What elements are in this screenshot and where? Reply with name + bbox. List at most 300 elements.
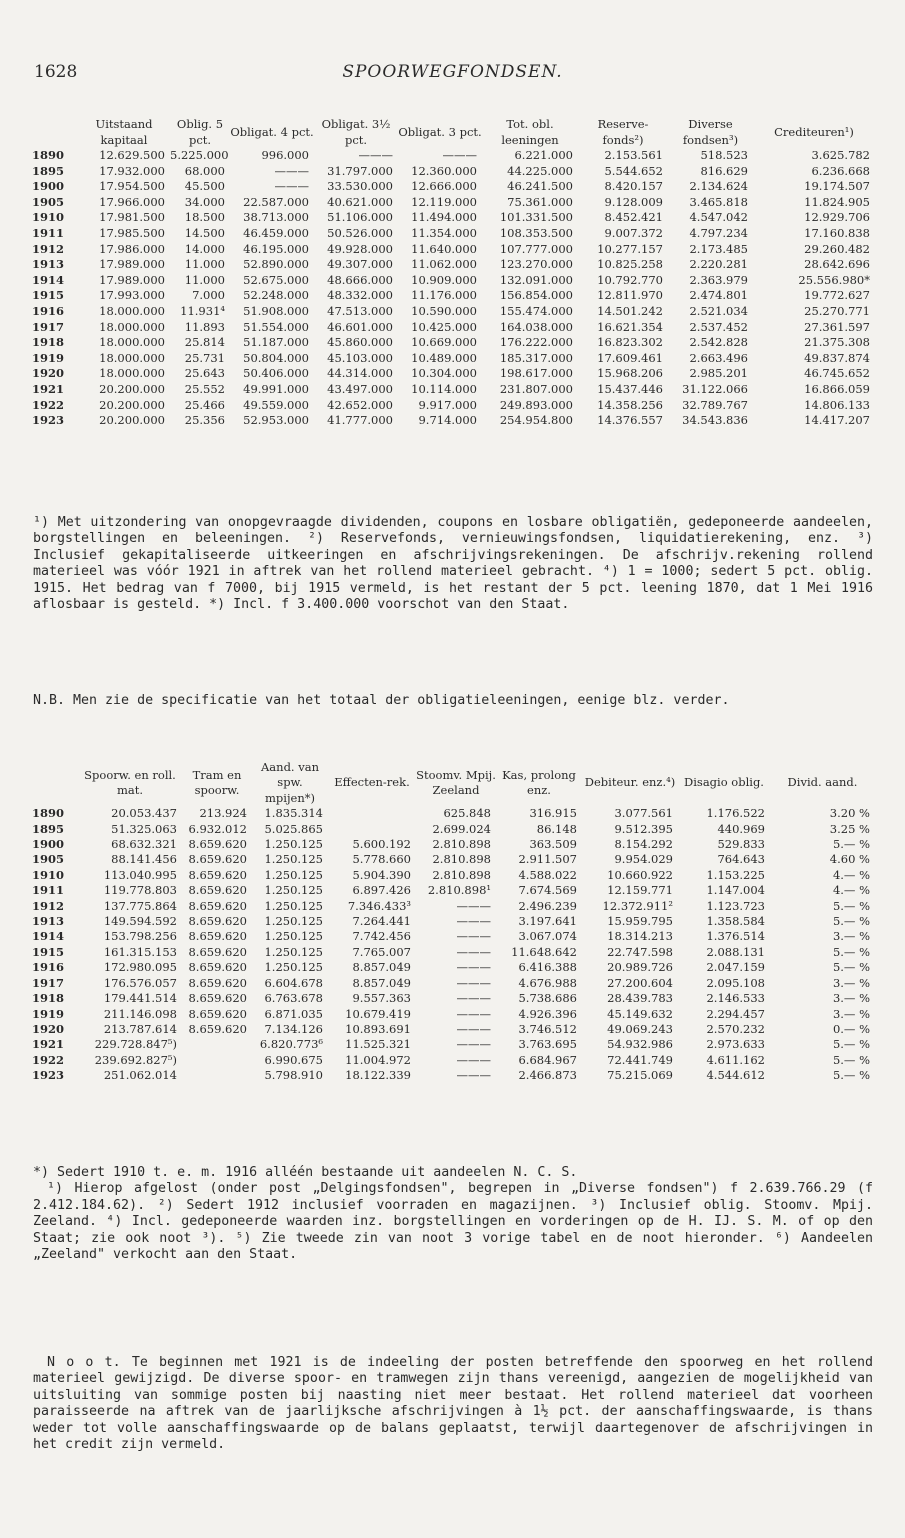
value-cell: ——— <box>358 148 393 162</box>
value-cell: 7.264.441 <box>352 914 411 929</box>
value-cell: 249.893.000 <box>499 397 573 412</box>
value-cell: 18.000.000 <box>99 366 165 381</box>
value-cell: 14.376.557 <box>597 413 663 428</box>
year-cell: 1922 <box>32 397 65 412</box>
value-cell: 18.000.000 <box>99 335 165 350</box>
value-cell: 9.917.000 <box>418 397 477 412</box>
value-cell: 1.250.125 <box>264 852 323 867</box>
value-cell: 10.660.922 <box>607 867 673 882</box>
value-cell: 12.929.706 <box>804 210 870 225</box>
value-cell: 316.915 <box>529 806 577 821</box>
value-cell: 9.557.363 <box>352 991 411 1006</box>
value-cell: ——— <box>456 960 491 975</box>
value-cell: 2.146.533 <box>706 991 765 1006</box>
value-cell: 17.986.000 <box>99 241 165 256</box>
table-row <box>32 899 875 914</box>
table-row <box>32 806 875 821</box>
value-cell: 16.621.354 <box>597 319 663 334</box>
value-cell: 10.669.000 <box>411 335 477 350</box>
value-cell: 6.604.678 <box>264 975 323 990</box>
value-cell: 10.679.419 <box>345 1006 411 1021</box>
value-cell: 132.091.000 <box>499 272 573 287</box>
value-cell: 229.728.847⁵) <box>94 1037 177 1052</box>
value-cell: 2.699.024 <box>432 821 491 836</box>
value-cell: 816.629 <box>700 163 748 178</box>
value-cell: 50.406.000 <box>243 366 309 381</box>
value-cell: 15.437.446 <box>597 381 663 396</box>
value-cell: ——— <box>456 975 491 990</box>
note-text: N o o t. Te beginnen met 1921 is de indeeling der posten betreffende den spoorweg en het rollend materieel gewijzigd. De diverse spoor- en tramwegen zijn thans vereenigd, aangezien de mogelijkheid van uitsluiting van sommige posten bij naasting niet meer bestaat. Het rollend materieel dat voorheen paraisseerde na aftrek van de jaarlijksche afschrijvingen à 1½ pct. der aanschaffingswaarde, is thans weder tot volle aanschaffingswaarde op de balans geplaatst, terwijl daartegenover de afschrijvingen in het credit zijn vermeld. <box>33 1355 873 1453</box>
value-cell: 11.062.000 <box>411 257 477 272</box>
value-cell: 5.— % <box>832 1052 870 1067</box>
table-row <box>32 273 875 289</box>
value-cell: 1.250.125 <box>264 944 323 959</box>
year-cell: 1918 <box>32 991 65 1006</box>
value-cell: 49.837.874 <box>804 350 870 365</box>
value-cell: 4.— % <box>832 883 870 898</box>
value-cell: 11.000 <box>184 257 225 272</box>
value-cell: 6.236.668 <box>811 163 870 178</box>
table-row <box>32 1022 875 1037</box>
value-cell: 5.798.910 <box>264 1068 323 1083</box>
value-cell: 211.146.098 <box>103 1006 177 1021</box>
value-cell: 49.559.000 <box>243 397 309 412</box>
value-cell: 161.315.153 <box>103 944 177 959</box>
value-cell: 11.824.905 <box>804 194 870 209</box>
table-row <box>32 382 875 398</box>
value-cell: 10.425.000 <box>411 319 477 334</box>
value-cell: 176.222.000 <box>499 335 573 350</box>
value-cell: 198.617.000 <box>499 366 573 381</box>
value-cell: ——— <box>456 1068 491 1083</box>
value-cell: 440.969 <box>717 821 765 836</box>
value-cell: 213.924 <box>199 806 247 821</box>
year-cell: 1905 <box>32 852 65 867</box>
value-cell: 8.659.620 <box>188 991 247 1006</box>
value-cell: 44.225.000 <box>507 163 573 178</box>
value-cell: 10.114.000 <box>411 381 477 396</box>
column-header: Aand. van spw. mpijen*) <box>261 760 319 805</box>
year-cell: 1912 <box>32 241 65 256</box>
value-cell: 101.331.500 <box>499 210 573 225</box>
value-cell: 8.659.620 <box>188 914 247 929</box>
column-header: Debiteur. enz.⁴) <box>584 775 676 790</box>
year-cell: 1900 <box>32 837 65 852</box>
value-cell: 0.— % <box>832 1021 870 1036</box>
value-cell: 8.659.620 <box>188 975 247 990</box>
value-cell: 51.325.063 <box>111 821 177 836</box>
value-cell: 4.— % <box>832 867 870 882</box>
value-cell: 46.195.000 <box>243 241 309 256</box>
value-cell: 153.798.256 <box>103 929 177 944</box>
value-cell: 363.509 <box>529 837 577 852</box>
value-cell: 17.609.461 <box>597 350 663 365</box>
value-cell: 48.332.000 <box>327 288 393 303</box>
value-cell: 3.067.074 <box>518 929 577 944</box>
table-row <box>32 242 875 258</box>
value-cell: 25.356 <box>184 413 225 428</box>
value-cell: 5.025.865 <box>264 821 323 836</box>
year-cell: 1914 <box>32 929 65 944</box>
column-header: Obligat. 3½ pct. <box>321 117 391 147</box>
value-cell: 2.810.898 <box>432 867 491 882</box>
table-row <box>32 366 875 382</box>
year-cell: 1919 <box>32 350 65 365</box>
table-row <box>32 976 875 991</box>
table-row <box>32 164 875 180</box>
value-cell: 3.— % <box>832 975 870 990</box>
value-cell: ——— <box>456 1052 491 1067</box>
year-cell: 1917 <box>32 319 65 334</box>
value-cell: 11.931⁴ <box>180 303 225 318</box>
table-row <box>32 413 875 429</box>
value-cell: 179.441.514 <box>103 991 177 1006</box>
value-cell: 2.542.828 <box>689 335 748 350</box>
value-cell: 2.570.232 <box>706 1021 765 1036</box>
table-row <box>32 822 875 837</box>
value-cell: 5.904.390 <box>352 867 411 882</box>
value-cell: 11.525.321 <box>345 1037 411 1052</box>
value-cell: 2.220.281 <box>689 257 748 272</box>
year-cell: 1919 <box>32 1006 65 1021</box>
year-cell: 1914 <box>32 272 65 287</box>
value-cell: 17.954.500 <box>99 179 165 194</box>
value-cell <box>182 1037 252 1052</box>
value-cell: 11.176.000 <box>411 288 477 303</box>
value-cell: 254.954.800 <box>499 413 573 428</box>
value-cell: ——— <box>456 991 491 1006</box>
value-cell: 156.854.000 <box>499 288 573 303</box>
table-row <box>32 1053 875 1068</box>
column-header: Divid. aand. <box>787 775 858 790</box>
table-row <box>32 398 875 414</box>
column-header: Reserve-fonds²) <box>597 117 649 147</box>
column-header: Oblig. 5 pct. <box>176 117 224 147</box>
value-cell: 1.153.225 <box>706 867 765 882</box>
value-cell: 14.358.256 <box>597 397 663 412</box>
year-cell: 1922 <box>32 1052 65 1067</box>
value-cell: 1.250.125 <box>264 867 323 882</box>
value-cell: 14.417.207 <box>804 413 870 428</box>
value-cell: 20.053.437 <box>111 806 177 821</box>
value-cell: 17.966.000 <box>99 194 165 209</box>
value-cell: 3.746.512 <box>518 1021 577 1036</box>
value-cell: 8.420.157 <box>604 179 663 194</box>
table-row <box>32 929 875 944</box>
value-cell: 2.911.507 <box>518 852 577 867</box>
value-cell: ——— <box>456 1006 491 1021</box>
value-cell: 3.197.641 <box>518 914 577 929</box>
value-cell: 16.866.059 <box>804 381 870 396</box>
column-header: Tram en spoorw. <box>192 767 242 798</box>
value-cell: 4.544.612 <box>706 1068 765 1083</box>
value-cell: 4.611.162 <box>706 1052 765 1067</box>
value-cell: 10.304.000 <box>411 366 477 381</box>
value-cell: 1.250.125 <box>264 914 323 929</box>
value-cell <box>182 1068 252 1083</box>
value-cell: 164.038.000 <box>499 319 573 334</box>
table-row <box>32 210 875 226</box>
table-row <box>32 960 875 975</box>
value-cell: 8.659.620 <box>188 929 247 944</box>
value-cell: 119.778.803 <box>103 883 177 898</box>
value-cell: 34.543.836 <box>682 413 748 428</box>
value-cell: 17.993.000 <box>99 288 165 303</box>
value-cell: 155.474.000 <box>499 303 573 318</box>
value-cell: 18.000.000 <box>99 303 165 318</box>
value-cell: 68.000 <box>184 163 225 178</box>
value-cell: 4.547.042 <box>689 210 748 225</box>
year-cell: 1890 <box>32 806 65 821</box>
value-cell: 8.659.620 <box>188 1021 247 1036</box>
value-cell: 10.909.000 <box>411 272 477 287</box>
value-cell: 25.552 <box>184 381 225 396</box>
nb-note <box>33 693 873 709</box>
value-cell: 113.040.995 <box>103 867 177 882</box>
value-cell: 2.095.108 <box>706 975 765 990</box>
value-cell: 42.652.000 <box>327 397 393 412</box>
value-cell: 12.360.000 <box>411 163 477 178</box>
value-cell: 6.684.967 <box>518 1052 577 1067</box>
value-cell: 8.857.049 <box>352 960 411 975</box>
value-cell: 18.500 <box>184 210 225 225</box>
column-header: Spoorw. en roll. mat. <box>84 767 176 798</box>
value-cell: 32.789.767 <box>682 397 748 412</box>
column-header: Uitstaand kapitaal <box>95 117 153 147</box>
value-cell: 2.134.624 <box>689 179 748 194</box>
value-cell: 3.25 % <box>829 821 870 836</box>
value-cell: 48.666.000 <box>327 272 393 287</box>
value-cell: 1.250.125 <box>264 960 323 975</box>
value-cell: 25.643 <box>184 366 225 381</box>
value-cell: 10.893.691 <box>345 1021 411 1036</box>
value-cell: 29.260.482 <box>804 241 870 256</box>
value-cell: 2.474.801 <box>689 288 748 303</box>
value-cell: 44.314.000 <box>327 366 393 381</box>
value-cell: 213.787.614 <box>103 1021 177 1036</box>
value-cell: 28.439.783 <box>607 991 673 1006</box>
value-cell: 123.270.000 <box>499 257 573 272</box>
value-cell: 4.797.234 <box>689 225 748 240</box>
table-row <box>32 883 875 898</box>
value-cell: 9.954.029 <box>614 852 673 867</box>
value-cell: 10.825.258 <box>597 257 663 272</box>
table-row <box>32 288 875 304</box>
value-cell: 6.990.675 <box>264 1052 323 1067</box>
value-cell: 9.714.000 <box>418 413 477 428</box>
value-cell: 11.893 <box>184 319 225 334</box>
value-cell: 50.526.000 <box>327 225 393 240</box>
value-cell: 5.225.000 <box>170 148 229 162</box>
column-header: Crediteuren¹) <box>774 125 854 139</box>
value-cell: 5.— % <box>832 1037 870 1052</box>
table-row <box>32 852 875 867</box>
value-cell: 518.523 <box>700 148 748 162</box>
column-header: Obligat. 3 pct. <box>398 125 482 139</box>
value-cell: 10.277.157 <box>597 241 663 256</box>
value-cell: 17.989.000 <box>99 257 165 272</box>
value-cell: 4.60 % <box>829 852 870 867</box>
value-cell: 46.459.000 <box>243 225 309 240</box>
table-row <box>32 837 875 852</box>
value-cell: 5.— % <box>832 914 870 929</box>
value-cell: 12.629.500 <box>99 148 165 162</box>
value-cell: 8.857.049 <box>352 975 411 990</box>
value-cell: 2.294.457 <box>706 1006 765 1021</box>
value-cell: ——— <box>274 163 309 178</box>
value-cell: 12.666.000 <box>411 179 477 194</box>
value-cell: 22.747.598 <box>607 944 673 959</box>
value-cell: 3.20 % <box>829 806 870 821</box>
value-cell: 2.973.633 <box>706 1037 765 1052</box>
year-cell: 1895 <box>32 821 65 836</box>
value-cell: 3.625.782 <box>811 148 870 162</box>
table-row <box>32 945 875 960</box>
value-cell: ——— <box>456 1037 491 1052</box>
value-cell: 49.991.000 <box>243 381 309 396</box>
table-row <box>32 351 875 367</box>
table-row <box>32 304 875 320</box>
year-cell: 1923 <box>32 1068 65 1083</box>
year-cell: 1913 <box>32 914 65 929</box>
value-cell: 11.648.642 <box>511 944 577 959</box>
value-cell: 2.466.873 <box>518 1068 577 1083</box>
column-header: Obligat. 4 pct. <box>230 125 314 139</box>
value-cell: 4.676.988 <box>518 975 577 990</box>
value-cell: 52.675.000 <box>243 272 309 287</box>
value-cell: 19.772.627 <box>804 288 870 303</box>
value-cell: 20.200.000 <box>99 381 165 396</box>
value-cell: 7.000 <box>192 288 225 303</box>
value-cell: 21.375.308 <box>804 335 870 350</box>
value-cell: 6.932.012 <box>188 821 247 836</box>
table-row <box>32 1068 875 1083</box>
year-cell: 1910 <box>32 867 65 882</box>
value-cell: 185.317.000 <box>499 350 573 365</box>
year-cell: 1913 <box>32 257 65 272</box>
value-cell: ——— <box>456 898 491 913</box>
value-cell: 50.804.000 <box>243 350 309 365</box>
value-cell: 5.738.686 <box>518 991 577 1006</box>
value-cell: 51.187.000 <box>243 335 309 350</box>
value-cell: 11.004.972 <box>345 1052 411 1067</box>
value-cell: 5.— % <box>832 837 870 852</box>
value-cell: 5.544.652 <box>604 163 663 178</box>
page-number: 1628 <box>34 62 78 82</box>
value-cell: 3.— % <box>832 991 870 1006</box>
value-cell: 10.792.770 <box>597 272 663 287</box>
value-cell: 88.141.456 <box>111 852 177 867</box>
value-cell: ——— <box>456 1021 491 1036</box>
table-row <box>32 335 875 351</box>
value-cell: 2.663.496 <box>689 350 748 365</box>
footnotes-table-1 <box>33 515 873 613</box>
value-cell: 8.659.620 <box>188 898 247 913</box>
footnote-text: ¹) Met uitzondering van onopgevraagde dividenden, coupons en losbare obligatiën, gedeponeerde aandeelen, borgstellingen en beleeningen. ²) Reservefonds, vernieuwingsfondsen, liquidatierekening, enz. ³) Inclusief gekapitaliseerde uitkeeringen en afschrijvingsrekeningen. De afschrijv.rekening rollend materieel was vóór 1921 in aftrek van het rollend materieel gebracht. ⁴) 1 = 1000; sedert 5 pct. oblig. 1915. Het bedrag van f 7000, bij 1915 vermeld, is het restant der 5 pct. leening 1870, dat 1 Mei 1916 aflosbaar is gesteld. *) Incl. f 3.400.000 voorschot van den Staat. <box>33 515 873 613</box>
value-cell: 8.154.292 <box>614 837 673 852</box>
value-cell: 86.148 <box>536 821 577 836</box>
value-cell: 6.416.388 <box>518 960 577 975</box>
year-cell: 1915 <box>32 944 65 959</box>
value-cell: 75.361.000 <box>507 194 573 209</box>
year-cell: 1916 <box>32 303 65 318</box>
value-cell: 2.985.201 <box>689 366 748 381</box>
value-cell: 9.512.395 <box>614 821 673 836</box>
value-cell: 33.530.000 <box>327 179 393 194</box>
value-cell: 1.123.723 <box>706 898 765 913</box>
table-header-row <box>32 760 875 806</box>
value-cell: 10.590.000 <box>411 303 477 318</box>
value-cell: ——— <box>456 944 491 959</box>
year-cell: 1912 <box>32 898 65 913</box>
value-cell: 19.174.507 <box>804 179 870 194</box>
year-cell: 1921 <box>32 1037 65 1052</box>
year-cell: 1890 <box>32 148 65 162</box>
footnotes-table-2 <box>33 1165 873 1263</box>
value-cell: ——— <box>274 179 309 194</box>
value-cell: 137.775.864 <box>103 898 177 913</box>
value-cell: 2.153.561 <box>604 148 663 162</box>
value-cell: 45.860.000 <box>327 335 393 350</box>
value-cell: ——— <box>456 914 491 929</box>
value-cell: 2.088.131 <box>706 944 765 959</box>
year-cell: 1920 <box>32 366 65 381</box>
value-cell: 11.354.000 <box>411 225 477 240</box>
year-cell: 1920 <box>32 1021 65 1036</box>
value-cell: 14.000 <box>184 241 225 256</box>
value-cell <box>328 822 416 837</box>
table-row <box>32 226 875 242</box>
table-row <box>32 1007 875 1022</box>
value-cell: 12.159.771 <box>607 883 673 898</box>
value-cell: 176.576.057 <box>103 975 177 990</box>
table-row <box>32 991 875 1006</box>
value-cell: 231.807.000 <box>499 381 573 396</box>
value-cell: 3.— % <box>832 1006 870 1021</box>
capital-table <box>32 116 875 429</box>
table-row <box>32 148 875 164</box>
value-cell: 49.307.000 <box>327 257 393 272</box>
year-cell: 1900 <box>32 179 65 194</box>
value-cell: 7.346.433³ <box>347 898 411 913</box>
value-cell: 18.122.339 <box>345 1068 411 1083</box>
table-row <box>32 1037 875 1052</box>
value-cell: 20.989.726 <box>607 960 673 975</box>
value-cell: 1.358.584 <box>706 914 765 929</box>
value-cell: 239.692.827⁵) <box>94 1052 177 1067</box>
year-cell: 1895 <box>32 163 65 178</box>
value-cell: 17.989.000 <box>99 272 165 287</box>
table-row <box>32 868 875 883</box>
value-cell: 14.806.133 <box>804 397 870 412</box>
year-cell: 1917 <box>32 975 65 990</box>
value-cell: 17.160.838 <box>804 225 870 240</box>
value-cell: 75.215.069 <box>607 1068 673 1083</box>
value-cell: 34.000 <box>184 194 225 209</box>
value-cell: 46.601.000 <box>327 319 393 334</box>
value-cell: 6.871.035 <box>264 1006 323 1021</box>
year-cell: 1921 <box>32 381 65 396</box>
value-cell: 7.674.569 <box>518 883 577 898</box>
value-cell: 10.489.000 <box>411 350 477 365</box>
value-cell: 7.742.456 <box>352 929 411 944</box>
value-cell: 45.149.632 <box>607 1006 673 1021</box>
year-cell: 1923 <box>32 413 65 428</box>
value-cell: 6.221.000 <box>514 148 573 162</box>
value-cell: 68.632.321 <box>111 837 177 852</box>
value-cell: 108.353.500 <box>499 225 573 240</box>
value-cell: 1.250.125 <box>264 837 323 852</box>
